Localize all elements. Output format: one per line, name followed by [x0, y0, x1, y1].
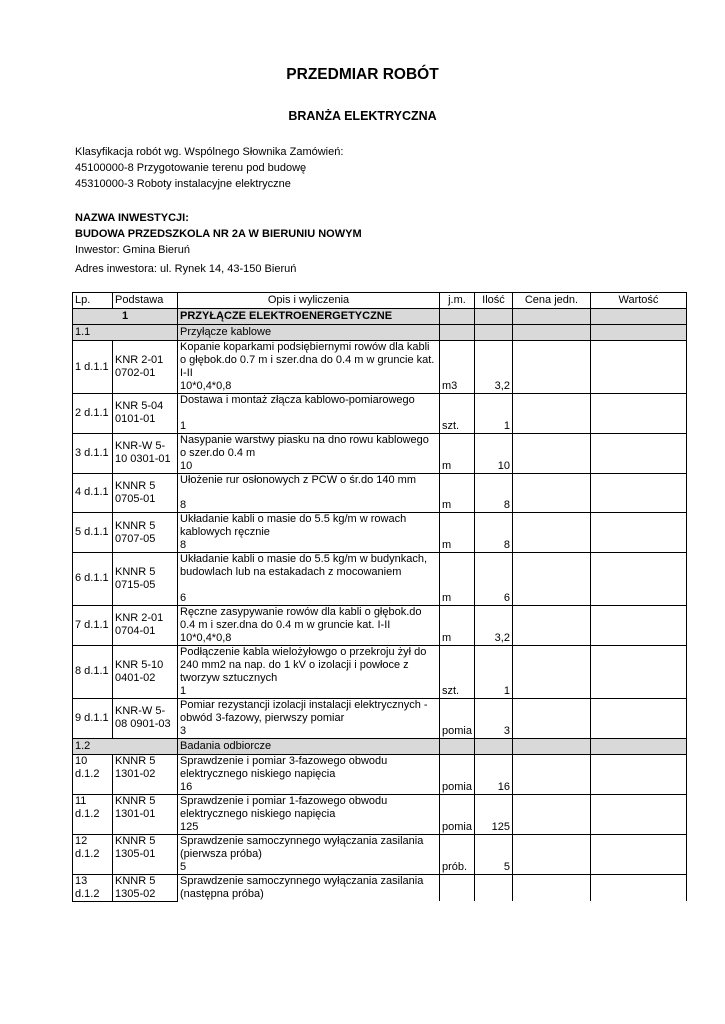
item-lp: 7 d.1.1: [73, 605, 113, 645]
item-ilosc: 1: [474, 685, 512, 699]
item-podstawa: KNNR 5 1301-01: [113, 794, 178, 834]
table-header-row: [73, 293, 687, 309]
table-row: [73, 553, 687, 592]
table-row: [73, 433, 687, 460]
classification-heading: Klasyfikacja robót wg. Wspólnego Słownika Zamówień:: [75, 146, 344, 158]
item-podstawa: KNNR 5 1305-02: [113, 874, 178, 901]
header-ilosc: Ilość: [474, 293, 512, 309]
item-opis: Układanie kabli o masie do 5.5 kg/m w rowach kablowych ręcznie: [178, 513, 440, 540]
item-ilosc: 5: [474, 861, 512, 875]
section-title: PRZYŁĄCZE ELEKTROENERGETYCZNE: [178, 309, 440, 325]
item-wartosc: [590, 420, 686, 434]
item-cena: [512, 781, 590, 795]
item-opis: Nasypanie warstwy piasku na dno rowu kablowego o szer.do 0.4 m: [178, 433, 440, 460]
item-jm: m: [440, 539, 475, 553]
item-jm: m: [440, 632, 475, 646]
item-cena: [512, 499, 590, 513]
item-calc: 10*0,4*0,8: [178, 632, 440, 646]
item-calc: 10: [178, 460, 440, 474]
item-calc: 6: [178, 592, 440, 606]
header-jm: j.m.: [440, 293, 475, 309]
item-podstawa: KNNR 5 0705-01: [113, 473, 178, 513]
item-podstawa: KNNR 5 0715-05: [113, 553, 178, 606]
item-opis: Ręczne zasypywanie rowów dla kabli o głębok.do 0.4 m i szer.dna do 0.4 m w gruncie kat. I-II: [178, 605, 440, 632]
item-cena: [512, 420, 590, 434]
item-ilosc: 10: [474, 460, 512, 474]
item-wartosc: [590, 632, 686, 646]
table-row: [73, 645, 687, 685]
table-row: [73, 605, 687, 632]
header-cena: Cena jedn.: [512, 293, 590, 309]
header-wartosc: Wartość: [590, 293, 686, 309]
item-podstawa: KNNR 5 1305-01: [113, 834, 178, 874]
item-lp: 4 d.1.1: [73, 473, 113, 513]
item-ilosc: 6: [474, 592, 512, 606]
item-jm: prób.: [440, 861, 475, 875]
item-ilosc: 3,2: [474, 632, 512, 646]
item-cena: [512, 685, 590, 699]
item-calc: 8: [178, 499, 440, 513]
item-calc: 125: [178, 821, 440, 835]
table-row: [73, 834, 687, 861]
item-wartosc: [590, 380, 686, 394]
item-wartosc: [590, 592, 686, 606]
item-podstawa: KNR-W 5-08 0901-03: [113, 698, 178, 738]
item-ilosc: 8: [474, 539, 512, 553]
item-lp: 13 d.1.2: [73, 874, 113, 901]
item-lp: 9 d.1.1: [73, 698, 113, 738]
item-wartosc: [590, 685, 686, 699]
item-lp: 8 d.1.1: [73, 645, 113, 698]
classification-code-1: 45100000-8 Przygotowanie terenu pod budowę: [75, 162, 307, 174]
item-wartosc: [590, 460, 686, 474]
item-opis: Pomiar rezystancji izolacji instalacji elektrycznych - obwód 3-fazowy, pierwszy pomiar: [178, 698, 440, 725]
item-jm: m: [440, 499, 475, 513]
item-opis: Podłączenie kabla wielożyłowgo o przekroju żył do 240 mm2 na nap. do 1 kV o izolacji i powłoce z tworzyw sztucznych: [178, 645, 440, 685]
item-ilosc: 3: [474, 725, 512, 739]
item-podstawa: KNR 5-10 0401-02: [113, 645, 178, 698]
item-wartosc: [590, 861, 686, 875]
item-ilosc: 3,2: [474, 380, 512, 394]
item-opis: Dostawa i montaż złącza kablowo-pomiarowego: [178, 394, 440, 420]
item-wartosc: [590, 539, 686, 553]
table-row: [73, 698, 687, 725]
item-cena: [512, 861, 590, 875]
item-jm: m: [440, 460, 475, 474]
item-wartosc: [590, 725, 686, 739]
item-jm: m: [440, 592, 475, 606]
table-row: [73, 513, 687, 540]
item-opis: Sprawdzenie samoczynnego wyłączania zasilania (następna próba): [178, 874, 440, 901]
table-row: [73, 794, 687, 821]
table-row: [73, 341, 687, 381]
item-cena: [512, 592, 590, 606]
investor-address: Adres inwestora: ul. Rynek 14, 43-150 Bieruń: [75, 263, 297, 275]
item-calc: 10*0,4*0,8: [178, 380, 440, 394]
item-jm: pomia: [440, 821, 475, 835]
item-podstawa: KNR 5-04 0101-01: [113, 394, 178, 434]
item-jm: m3: [440, 380, 475, 394]
item-opis: Sprawdzenie i pomiar 1-fazowego obwodu elektrycznego niskiego napięcia: [178, 794, 440, 821]
section-row-main: [73, 309, 687, 325]
document-title: PRZEDMIAR ROBÓT: [286, 66, 439, 83]
item-opis: Sprawdzenie samoczynnego wyłączania zasilania (pierwsza próba): [178, 834, 440, 861]
item-cena: [512, 539, 590, 553]
investor: Inwestor: Gmina Bieruń: [75, 244, 190, 256]
item-opis: Kopanie koparkami podsiębiernymi rowów dla kabli o głębok.do 0.7 m i szer.dna do 0.4 m w gruncie kat. I-II: [178, 341, 440, 381]
item-ilosc: 125: [474, 821, 512, 835]
item-wartosc: [590, 781, 686, 795]
item-wartosc: [590, 499, 686, 513]
classification-code-2: 45310000-3 Roboty instalacyjne elektryczne: [75, 178, 291, 190]
item-podstawa: KNR 2-01 0704-01: [113, 605, 178, 645]
item-lp: 6 d.1.1: [73, 553, 113, 606]
item-lp: 10 d.1.2: [73, 754, 113, 794]
item-podstawa: KNNR 5 0707-05: [113, 513, 178, 553]
section-number: 1: [73, 309, 178, 325]
investment-label: NAZWA INWESTYCJI:: [75, 212, 189, 224]
group-number: 1.1: [73, 325, 178, 341]
item-cena: [512, 632, 590, 646]
item-ilosc: 1: [474, 420, 512, 434]
item-jm: pomia: [440, 725, 475, 739]
item-opis: Układanie kabli o masie do 5.5 kg/m w budynkach, budowlach lub na estakadach z mocowaniem: [178, 553, 440, 592]
header-lp: Lp.: [73, 293, 113, 309]
table-row: [73, 754, 687, 781]
header-opis: Opis i wyliczenia: [178, 293, 440, 309]
item-podstawa: KNR 2-01 0702-01: [113, 341, 178, 394]
table-row: [73, 394, 687, 420]
item-calc: 8: [178, 539, 440, 553]
group-row-2: [73, 738, 687, 754]
cost-estimate-table: [72, 292, 687, 902]
document-subtitle: BRANŻA ELEKTRYCZNA: [288, 109, 437, 123]
item-cena: [512, 725, 590, 739]
item-lp: 12 d.1.2: [73, 834, 113, 874]
table-row: [73, 473, 687, 499]
item-opis: Sprawdzenie i pomiar 3-fazowego obwodu elektrycznego niskiego napięcia: [178, 754, 440, 781]
item-podstawa: KNR-W 5-10 0301-01: [113, 433, 178, 473]
item-jm: szt.: [440, 420, 475, 434]
investment-block: [75, 210, 362, 277]
item-calc: 1: [178, 685, 440, 699]
item-lp: 5 d.1.1: [73, 513, 113, 553]
item-jm: szt.: [440, 685, 475, 699]
item-podstawa: KNNR 5 1301-02: [113, 754, 178, 794]
item-lp: 2 d.1.1: [73, 394, 113, 434]
item-lp: 1 d.1.1: [73, 341, 113, 394]
item-wartosc: [590, 821, 686, 835]
item-cena: [512, 460, 590, 474]
group-row-1: [73, 325, 687, 341]
table-row: [73, 874, 687, 901]
group-title: Przyłącze kablowe: [178, 325, 440, 341]
item-cena: [512, 821, 590, 835]
item-calc: 5: [178, 861, 440, 875]
item-lp: 3 d.1.1: [73, 433, 113, 473]
item-calc: 1: [178, 420, 440, 434]
item-calc: 16: [178, 781, 440, 795]
classification-block: [75, 144, 343, 192]
group-title: Badania odbiorcze: [178, 738, 440, 754]
item-lp: 11 d.1.2: [73, 794, 113, 834]
item-cena: [512, 380, 590, 394]
item-calc: 3: [178, 725, 440, 739]
item-ilosc: 16: [474, 781, 512, 795]
header-podstawa: Podstawa: [113, 293, 178, 309]
item-ilosc: 8: [474, 499, 512, 513]
item-jm: pomia: [440, 781, 475, 795]
item-opis: Ułożenie rur osłonowych z PCW o śr.do 140 mm: [178, 473, 440, 499]
investment-name: BUDOWA PRZEDSZKOLA NR 2A W BIERUNIU NOWYM: [75, 228, 362, 240]
group-number: 1.2: [73, 738, 178, 754]
